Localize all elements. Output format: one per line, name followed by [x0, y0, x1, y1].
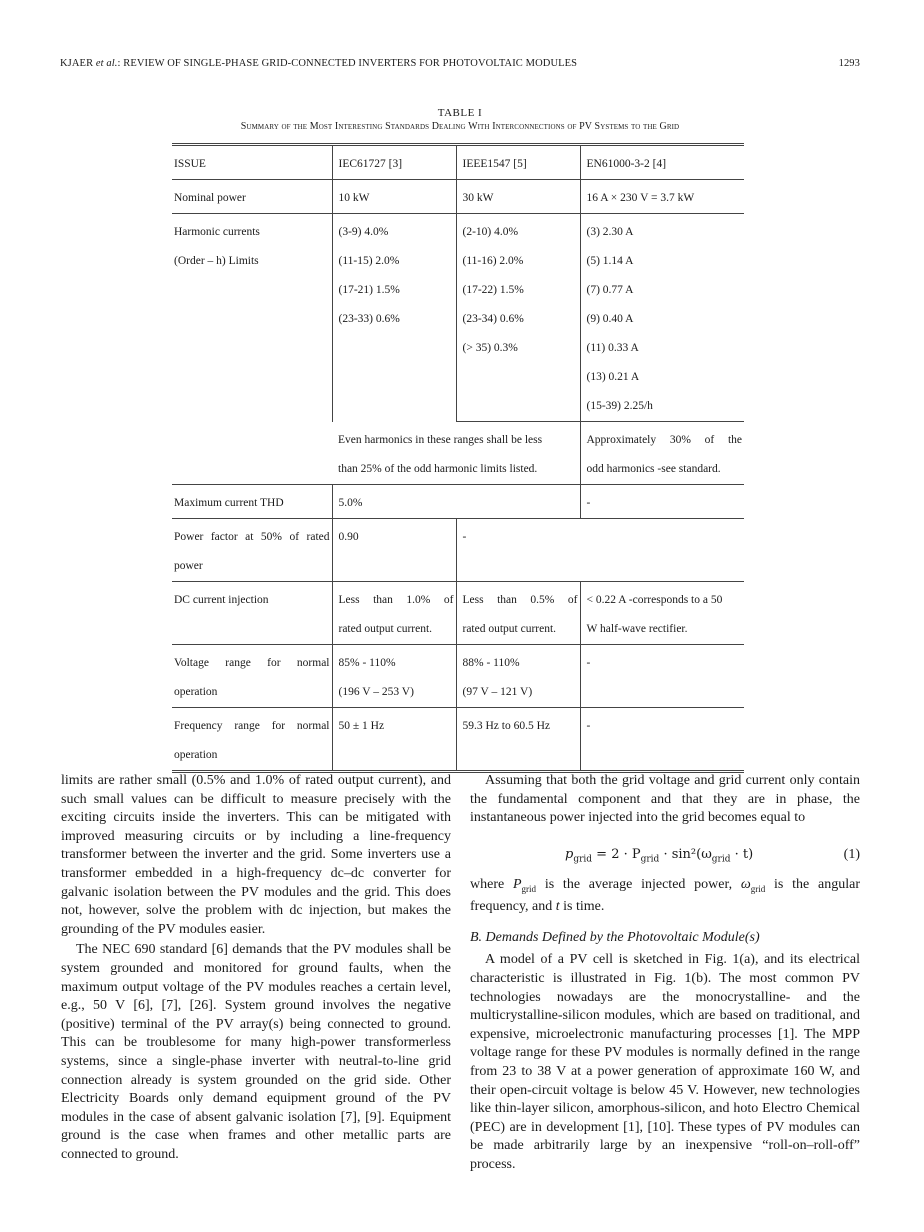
table-cell: 85% - 110% (196 V – 253 V) [332, 645, 456, 708]
table-cell: - [580, 708, 744, 772]
page-number: 1293 [838, 58, 860, 69]
running-header [60, 58, 860, 72]
table-cell: Less than 1.0% of rated output current. [332, 582, 456, 645]
paragraph: A model of a PV cell is sketched in Fig. 1(a), and its electrical characteristic is illustrated in Fig. 1(b). The most common PV technologies nowadays are the monocrystalline- and the multicrystalline-silicon modules, which are based on traditional, and expensive, microelectronic manufacturing processes [1]. The MPP voltage range for these PV modules is normally defined in the range from 23 to 38 V at a power generation of approximate 160 W, and their open-circuit voltage is below 45 V. However, new technologies like thin-layer silicon, amorphous-silicon, and hoto Electro Chemical (PEC) are in development [1], [10]. These types of PV modules can be made arbitrarily large by an inexpensive “roll-on–roll-off” process. [470, 952, 860, 1172]
header-cell: IEC61727 [3] [332, 145, 456, 180]
paragraph: Assuming that both the grid voltage and grid current only contain the fundamental component and that they are in phase, the instantaneous power injected into the grid becomes equal to [470, 773, 860, 826]
list-item: (3-9) 4.0% [338, 226, 389, 238]
table-cell: - [456, 519, 744, 582]
list-item: (5) 1.14 A [586, 255, 634, 267]
table-cell: - [580, 485, 744, 519]
table-row-harmonic-currents [172, 214, 744, 422]
table-header-row [172, 145, 744, 180]
table-label: TABLE I [437, 107, 483, 119]
table-cell: 5.0% [332, 485, 580, 519]
table-row-power-factor [172, 519, 744, 582]
table-cell: 30 kW [456, 180, 580, 214]
list-item: (> 35) 0.3% [462, 342, 518, 354]
list-item: (3) 2.30 A [586, 226, 634, 238]
table-cell: 16 A × 230 V = 3.7 kW [580, 180, 744, 214]
label-line: power [174, 560, 203, 572]
list-item: (11) 0.33 A [586, 342, 639, 354]
table-cell: 59.3 Hz to 60.5 Hz [456, 708, 580, 772]
label-line: Voltage range for normal [174, 657, 330, 669]
table-row-frequency-range [172, 708, 744, 772]
list-item: (11-15) 2.0% [338, 255, 400, 267]
label-line: operation [174, 686, 218, 698]
list-item: (7) 0.77 A [586, 284, 634, 296]
label-line: operation [174, 749, 218, 761]
label-line: Harmonic currents [174, 226, 260, 238]
left-text-column [61, 772, 451, 1164]
list-item: (23-33) 0.6% [338, 313, 400, 325]
en-harmonics-note [580, 422, 744, 485]
harmonic-en-cell [580, 214, 744, 422]
list-item: (15-39) 2.25/h [586, 400, 653, 412]
row-label: Nominal power [172, 180, 332, 214]
header-cell: ISSUE [172, 145, 332, 180]
section-heading: B. Demands Defined by the Photovoltaic Module(s) [470, 929, 760, 945]
table-cell: 0.90 [332, 519, 456, 582]
right-text-column [470, 772, 860, 1174]
list-item: (17-22) 1.5% [462, 284, 524, 296]
table-cell: Less than 0.5% of rated output current. [456, 582, 580, 645]
equation-number: (1) [843, 846, 860, 862]
list-item: (17-21) 1.5% [338, 284, 400, 296]
list-item: (13) 0.21 A [586, 371, 640, 383]
list-item: (2-10) 4.0% [462, 226, 519, 238]
standards-table [172, 143, 744, 773]
header-title: KJAER et al.: REVIEW OF SINGLE-PHASE GRID-CONNECTED INVERTERS FOR PHOTOVOLTAIC MODULES [60, 58, 578, 69]
harmonic-ieee-cell [456, 214, 580, 422]
list-item: (23-34) 0.6% [462, 313, 524, 325]
note-line: odd harmonics -see standard. [586, 463, 721, 475]
table-cell: 88% - 110% (97 V – 121 V) [456, 645, 580, 708]
note-line: than 25% of the odd harmonic limits listed. [338, 463, 538, 475]
label-line: Power factor at 50% of rated [174, 531, 330, 543]
label-line: Frequency range for normal [174, 720, 330, 732]
table-cell: 10 kW [332, 180, 456, 214]
label-line: (Order – h) Limits [174, 255, 259, 267]
paragraph: limits are rather small (0.5% and 1.0% of rated output current), and such small values can be difficult to measure precisely with the exciting circuits inside the inverters. This can be mitigated with improved measuring circuits or by including a line-frequency transformer between the inverter and the grid. Some inverters use a transformer embedded in a high-frequency dc–dc converter for galvanic isolation between the PV modules and the grid. This does not, however, solve the problem with dc injection, but makes the grounding of the PV modules easier. [61, 773, 451, 937]
table-cell: 50 ± 1 Hz [332, 708, 456, 772]
table-row-nominal-power [172, 180, 744, 214]
even-harmonics-note [332, 422, 580, 485]
row-label [172, 214, 332, 485]
header-cell: IEEE1547 [5] [456, 145, 580, 180]
row-label [172, 708, 332, 772]
harmonic-iec-cell [332, 214, 456, 422]
list-item: (9) 0.40 A [586, 313, 634, 325]
row-label: DC current injection [172, 582, 332, 645]
table-row-voltage-range [172, 645, 744, 708]
list-item: (11-16) 2.0% [462, 255, 524, 267]
note-line: Even harmonics in these ranges shall be less [338, 434, 543, 446]
row-label [172, 645, 332, 708]
row-label [172, 519, 332, 582]
table-cell: - [580, 645, 744, 708]
table-row-thd [172, 485, 744, 519]
table-row-dc-injection [172, 582, 744, 645]
note-line: Approximately 30% of the [586, 434, 742, 446]
equation-1 [470, 836, 860, 876]
header-cell: EN61000-3-2 [4] [580, 145, 744, 180]
row-label: Maximum current THD [172, 485, 332, 519]
table-caption: Summary of the Most Interesting Standards Dealing With Interconnections of PV Systems to the Grid [240, 121, 680, 132]
equation-expression: $p_{grid} = 2 \cdot P_{grid} \cdot \sin^2(\omega_{grid} \cdot t)$ [565, 846, 754, 865]
paragraph: where $P_{grid}$ is the average injected power, $\omega_{grid}$ is the angular frequency, and t is time. [470, 876, 861, 915]
paragraph: The NEC 690 standard [6] demands that the PV modules shall be system grounded and monitored for ground faults, when the maximum output voltage of the PV modules reaches a certain level, e.g., 50 V [6], [7], [26]. System ground involves the negative (positive) terminal of the PV array(s) being connected to ground. This can be troublesome for many high-power transformerless systems, since a single-phase inverter with neutral-to-line grid connection already is system grounded on the grid side. Other Electricity Boards only demand equipment ground of the PV modules in the case of absent galvanic isolation [7], [9]. Equipment ground is the case when frames and other metallic parts are connected to ground. [61, 942, 451, 1162]
table-cell: < 0.22 A -corresponds to a 50 W half-wave rectifier. [580, 582, 744, 645]
